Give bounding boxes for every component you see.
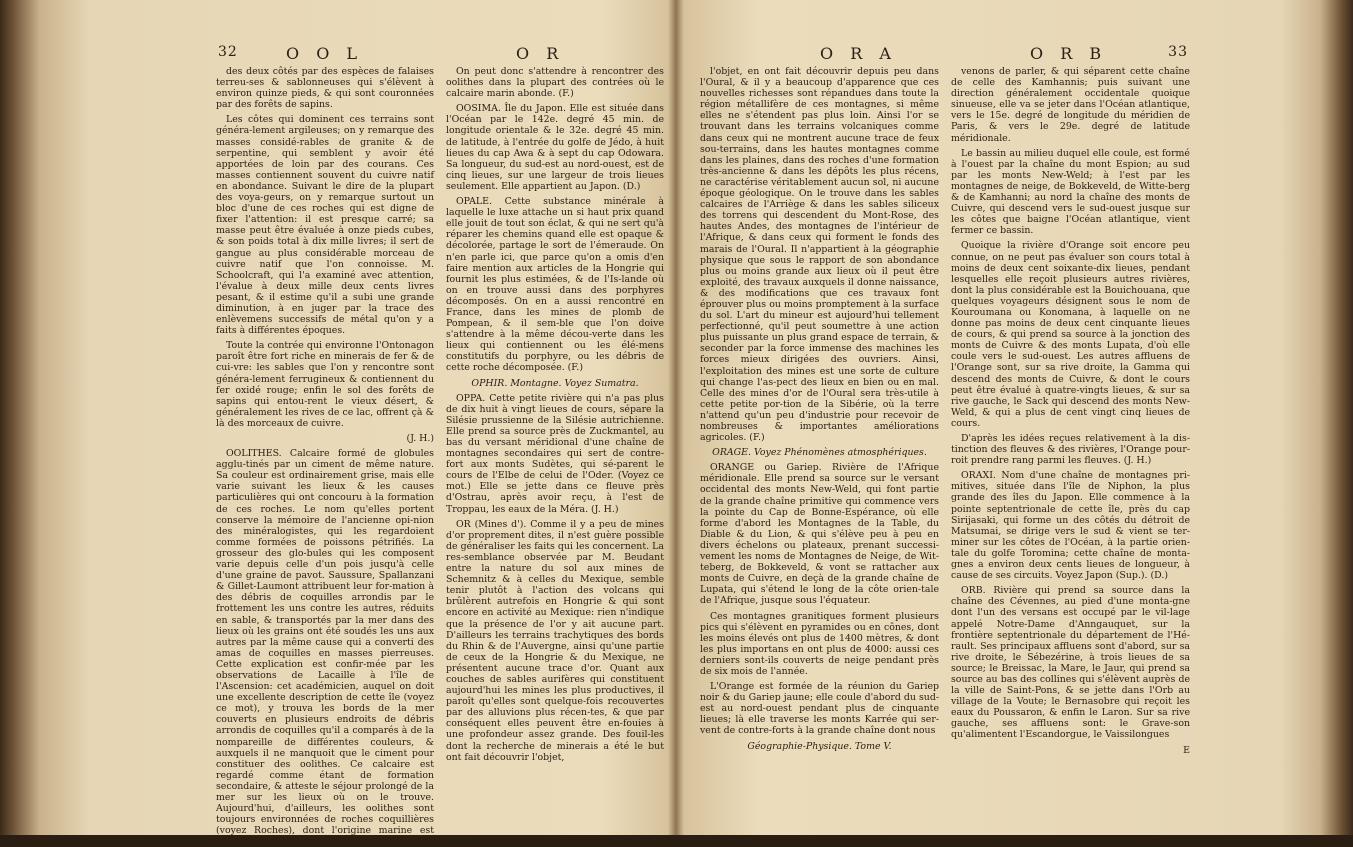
page-number: 32 (218, 44, 238, 60)
page-number: 33 (1168, 44, 1188, 60)
paragraph: ORB. Rivière qui prend sa source dans la chaîne des Cévennes, au pied d'une monta-gne dont l'un des versans est occupé par le vil-lage appelé Notre-Dame d'Anngauquet, sur la frontière septentrionale du département de l'Hé-rault. Ses principaux affluens sont d'abord, sur sa rive droite, le Sébezérine, à trois lieues de sa source; le Breissac, la Mare, le Jaur, qui prend sa source au bas des collines qui s'élèvent auprès de la ville de Saint-Pons, & se jette dans l'Orb au village de la Voute; le Bernasobre qui reçoit les eaux du Poussaron, & enfin le Laron. Sur sa rive gauche, ses affluens sont: le Grave-son qu'alimentent l'Escandorgue, le Vaissilongues (951, 585, 1190, 741)
author-signature: (J. H.) (406, 433, 434, 444)
cross-reference: ORAGE. Voyez Phénomènes atmosphériques. (712, 447, 927, 459)
paragraph: des deux côtés par des espèces de falaises terreu-ses & sablonneuses qui s'élèvent à environ quinze pieds, & qui sont couronnées par des forêts de sapins. (216, 66, 434, 111)
text-column (446, 66, 664, 806)
paragraph: L'Orange est formée de la réunion du Gariep noir & du Gariep jaune; elle coule d'abord du sud-est au nord-ouest pendant plus de cinquante lieues; là elle traverse les monts Karrée qui ser-vent de contre-forts à la grande chaîne dont nous (700, 681, 939, 737)
paragraph: venons de parler, & qui séparent cette chaîne de celle des Kamhannis; puis suivant une direction généralement occidentale quoique sinueuse, elle va se jeter dans l'Océan atlantique, vers le 15e. degré de longitude du méridien de Paris, & vers le 29e. degré de latitude méridionale. (951, 66, 1190, 144)
paragraph: Toute la contrée qui environne l'Ontonagon paroît être fort riche en minerais de fer & de cui-vre: les sables que l'on y rencontre sont généra-lement ferrugineux & contiennent du fer oxidé rouge; enfin le sol des forêts de sapins qui entou-rent le vieux désert, & généralement les rives de ce lac, offrent çà & là des morceaux de cuivre. (216, 340, 434, 429)
text-column (951, 66, 1190, 806)
text-column (700, 66, 939, 806)
paragraph: OOSIMA. Île du Japon. Elle est située dans l'Océan par le 142e. degré 45 min. de longitude orientale & le 32e. degré 45 min. de latitude, à l'entrée du golfe de Jédo, à huit lieues du cap Awa & à sept du cap Odowara. Sa longueur, du sud-est au nord-ouest, est de cinq lieues, sur une largeur de trois lieues seulement. Elle appartient au Japon. (D.) (446, 103, 664, 192)
running-header-right (700, 40, 1190, 66)
right-page (700, 40, 1190, 820)
paragraph: Le bassin au milieu duquel elle coule, est formé à l'ouest par la chaîne du mont Espion; au sud par les monts New-Weld; à l'est par les montagnes de neige, de Bokkeveld, de Witte-berg & de Kamhanni; au nord la chaîne des monts de Cuivre, qui descend vers le sud-ouest jusque sur les côtes que baigne l'Océan atlantique, vient fermer ce bassin. (951, 147, 1190, 237)
paragraph: OPPA. Cette petite rivière qui n'a pas plus de dix huit à vingt lieues de cours, sépare la Silésie prussienne de la Silésie autrichienne. Elle prend sa source près de Zuckmantel, au bas du versant méridional d'une chaîne de montagnes secondaires qui sert de contre-fort aux monts Sudètes, qui sé-parent le cours de l'Elbe de celui de l'Oder. (Voyez ce mot.) Elle se jette dans ce fleuve près d'Ostrau, après avoir reçu, à l'est de Troppau, les eaux de la Méra. (J. H.) (446, 392, 664, 515)
paragraph: l'objet, en ont fait découvrir depuis peu dans l'Oural, & il y a beaucoup d'apparence que ces nouvelles richesses sont répandues dans toute la région métallifère de ces montagnes, si même elles ne s'étendent pas plus loin. Ainsi l'or se trouvant dans les terrains volcaniques comme dans ceux qui ne montrent aucune trace de feux sou-terrains, dans les hautes montagnes comme dans les plaines, dans des roches d'une formation très-ancienne & dans les dépôts les plus récens, ne caractérise véritablement aucun sol, ni aucune époque géologique. On le trouve dans les sables calcaires de l'Arriège & dans les sables siliceux des torrens qui descendent du Mont-Rose, des hautes Andes, des montagnes de l'intérieur de l'Afrique, & dans ceux qui forment le fonds des marais de l'Oural. Il n'appartient à la géographie physique que sous le rapport de son abondance plus ou moins grande aux lieux où il peut être exploité, des travaux auxquels il donne naissance, & des modifications que ces travaux font éprouver plus ou moins promptement à la surface du sol. L'art du mineur est aujourd'hui tellement perfectionné, qu'il peut soumettre à une action plus puissante un plus grand espace de terrain, & seconder par la force immense des machines les forces mieux dirigées des ouvriers. Ainsi, l'exploitation des mines est une sorte de culture qui change l'as-pect des lieux en bien ou en mal. Celle des mines d'or de l'Oural sera très-utile à cette petite por-tion de la Sibérie, où la terre n'attend qu'un peu d'industrie pour recevoir de nombreuses & importantes améliorations agricoles. (F.) (700, 66, 939, 444)
paragraph: Quoique la rivière d'Orange soit encore peu connue, on ne peut pas évaluer son cours total à moins de deux cent soixante-dix lieues, pendant lesquelles elle reçoit plusieurs autres rivières, dont la plus considérable est la Bouichouana, que quelques voyageurs désignent sous le nom de Kouroumana ou Konomana, à laquelle on ne donne pas moins de deux cent cinquante lieues de cours, & qui prend sa source à la jonction des monts de Cuivre & des monts Lupata, d'où elle coule vers le sud-ouest. Les autres affluens de l'Orange sont, sur sa rive droite, la Gamma qui descend des monts de Cuivre, & dont le cours peut être évalué à quatre-vingts lieues, & sur sa rive gauche, le Sack qui descend des monts New-Weld, & qui a plus de cent vingt cinq lieues de cours. (951, 240, 1190, 429)
header-word: O R B (1030, 44, 1108, 63)
paragraph: OOLITHES. Calcaire formé de globules agglu-tinés par un ciment de même nature. Sa couleur est ordinairement grise, mais elle varie suivant les lieux & les causes particulières qui ont concouru à la formation de ces roches. Le nom qu'elles portent conserve la mémoire de l'ancienne opi-nion des minéralogistes, qui les regardoient comme formées de poissons pétrifiés. La grosseur des glo-bules qui les composent varie depuis celle d'un pois jusqu'à celle d'une graine de pavot. Saussure, Spallanzani & Gillet-Laumont attribuent leur for-mation à des débris de coquilles arrondis par le frottement les uns contre les autres, réduits en sable, & transportés par la mer dans des lieux où les grains ont été soudés les uns aux autres par la même cause qui a converti des amas de coquilles en masses pierreuses. Cette explication est confir-mée par les observations de Lacaille à l'île de l'Ascension: cet académicien, auquel on doit une excellente description de cette île (voyez ce mot), y trouva les bords de la mer couverts en plusieurs endroits de débris arrondis de coquilles qu'il a comparés à de la nompareille de différentes couleurs, & auxquels il ne manquoit que le ciment pour constituer des oolithes. Ce calcaire est regardé comme étant de formation secondaire, & atteste le séjour prolongé de la mer sur les lieux où on le trouve. Aujourd'hui, d'ailleurs, les oolithes sont toujours environnées de roches coquillières (voyez Roches), dont l'origine marine est incontestable. (216, 448, 434, 847)
paragraph: ORANGE ou Gariep. Rivière de l'Afrique méridionale. Elle prend sa source sur le versant occidental des monts New-Weld, qui font partie de la grande chaîne primitive qui commence vers la pointe du Cap de Bonne-Espérance, où elle forme d'abord les Montagnes de la Table, du Diable & du Lion, & qui s'élève peu à peu en divers échelons ou plateaux, prenant successi-vement les noms de Montagnes de Neige, de Wit-teberg, de Bokkeveld, & vont se rattacher aux monts de Cuivre, en deçà de la grande chaîne de Lupata, qui s'étend le long de la côte orien-tale de l'Afrique, jusque sous l'équateur. (700, 462, 939, 607)
paragraph: On peut donc s'attendre à rencontrer des oolithes dans la plupart des contrées où le calcaire marin abonde. (F.) (446, 66, 664, 100)
header-word: O O L (286, 44, 364, 63)
running-header-left (216, 40, 664, 66)
paragraph: Les côtes qui dominent ces terrains sont généra-lement argileuses; on y remarque des masses considé-rables de granite & de serpentine, qui semblent y avoir été apportées de loin par des courans. Ces masses contiennent souvent du cuivre natif en abondance. Suivant le dire de la plupart des voya-geurs, on y remarque surtout un bloc d'une de ces roches qui est digne de fixer l'attention: il est presque carré; sa masse peut être évaluée à onze pieds cubes, & son poids total à dix mille livres; il sert de gangue au plus considérable morceau de cuivre natif que l'on connoisse. M. Schoolcraft, qui l'a examiné avec attention, l'évalue à deux mille deux cents livres pesant, & il estime qu'il a subi une grande diminution, à en juger par la trace des enlèvemens successifs de métal qu'on y a faits à différentes époques. (216, 114, 434, 337)
left-page (216, 40, 664, 847)
paragraph: ORAXI. Nom d'une chaîne de montagnes pri-mitives, située dans l'île de Niphon, la plus grande des îles du Japon. Elle commence à la pointe septentrionale de cette île, près du cap Sirijasaki, qui forme un des côtés du détroit de Matsumai, se dirige vers le sud & vient se ter-miner sur les côtes de l'Océan, à la partie orien-tale du golfe Toromina; cette chaîne de monta-gnes a environ deux cents lieues de longueur, à cause de ses circuits. Voyez Japon (Sup.). (D.) (951, 470, 1190, 582)
text-column (216, 66, 434, 847)
paragraph: OPALE. Cette substance minérale à laquelle le luxe attache un si haut prix quand elle jouit de tout son éclat, & qui ne sert qu'à réparer les chemins quand elle est opaque & décolorée, partage le sort de l'émeraude. On n'en parle ici, que parce qu'on a omis d'en faire mention aux articles de la Hongrie qui fournit les plus estimées, & de l'Is-lande où on en trouve aussi dans des porphyres décomposés. On en a aussi rencontré en France, dans les mines de plomb de Pompean, & il sem-ble que l'on doive s'attendre à la même décou-verte dans les lieux qui contiennent ou les élé-mens constitutifs du porphyre, ou les débris de cette roche décomposée. (F.) (446, 196, 664, 374)
signature-mark: E (1183, 744, 1190, 756)
paragraph: Ces montagnes granitiques forment plusieurs pics qui s'élèvent en pyramides ou en cônes, dont les moins élevés ont plus de 1400 mètres, & dont les plus importans en ont plus de 4000: aussi ces derniers sont-ils couverts de neige pendant près de six mois de l'année. (700, 610, 939, 677)
header-word: O R (516, 44, 565, 63)
footer-title: Géographie-Physique. Tome V. (747, 740, 892, 752)
paragraph: D'après les idées reçues relativement à la dis-tinction des fleuves & des rivières, l'Orange pour-roit prendre rang parmi les fleuves. (J. H.) (951, 433, 1190, 467)
cross-reference: OPHIR. Montagne. Voyez Sumatra. (471, 377, 639, 389)
paragraph: OR (Mines d'). Comme il y a peu de mines d'or proprement dites, il n'est guère possible de généraliser les faits qui les concernent. La res-semblance observée par M. Beudant entre la nature du sol aux mines de Schemnitz & à celles du Mexique, semble tenir plutôt à l'action des volcans qui brûlèrent autrefois en Hongrie & qui sont encore en activité au Mexique: rien n'indique que la présence de l'or y ait aucune part. D'ailleurs les terrains trachytiques des bords du Rhin & de l'Auvergne, ainsi qu'une partie de ceux de la Hongrie & du Mexique, ne présentent aucune trace d'or. Quant aux couches de sables aurifères qui constituent aujourd'hui les mines les plus productives, il paroît qu'elles sont quelque-fois recouvertes par des alluvions plus récen-tes, & que par conséquent elles peuvent être en-fouies à une profondeur assez grande. Des fouil-les dont la recherche de minerais a été le but ont fait découvrir l'objet, (446, 518, 664, 763)
header-word: O R A (820, 44, 897, 63)
